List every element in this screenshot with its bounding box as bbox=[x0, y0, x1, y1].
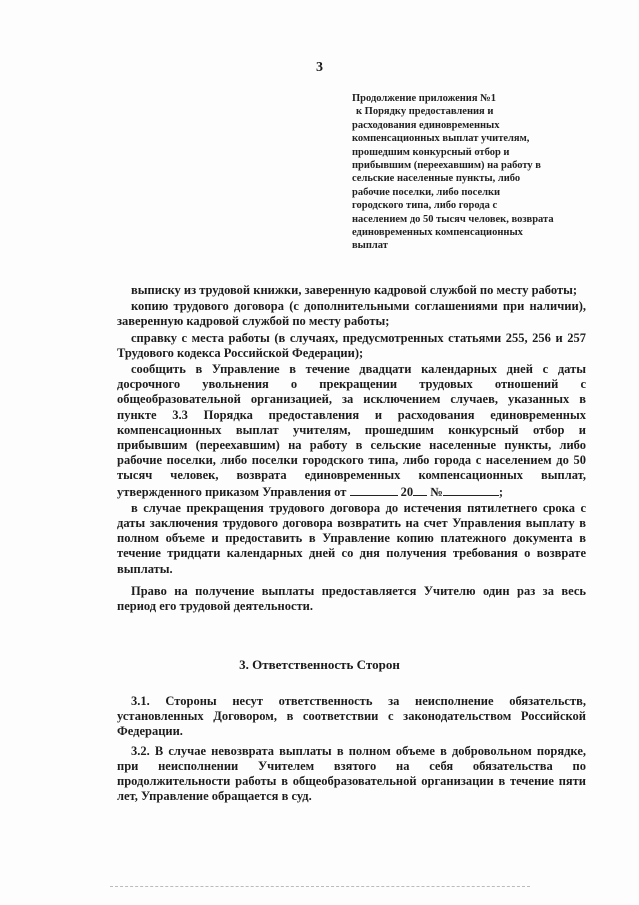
appendix-line: к Порядку предоставления и bbox=[356, 106, 494, 118]
item-3-2: 3.2. В случае невозврата выплаты в полном объеме в добровольном порядке, при неисполнении Учителем взятого на себя обязательства по продолжительности работы в общеобразовательной организации в течение пяти лет, Управление обращается в суд. bbox=[117, 743, 586, 804]
number-sign: № bbox=[430, 484, 443, 499]
appendix-line: Продолжение приложения №1 bbox=[352, 93, 496, 104]
appendix-line: рабочие поселки, либо поселки bbox=[352, 186, 501, 198]
appendix-header bbox=[352, 92, 602, 253]
section-title: 3. Ответственность Сторон bbox=[239, 657, 400, 672]
appendix-line: расходования единовременных bbox=[352, 119, 500, 131]
paragraph-work-certificate: справку с места работы (в случаях, предусмотренных статьями 255, 256 и 257 Трудового кодекса Российской Федерации); bbox=[117, 330, 586, 360]
paragraph-contract-copy: копию трудового договора (с дополнительными соглашениями при наличии), заверенную кадровой службой по месту работы; bbox=[117, 299, 586, 329]
semicolon: ; bbox=[498, 484, 504, 499]
appendix-line: выплат bbox=[352, 240, 388, 252]
paragraph-right-once: Право на получение выплаты предоставляется Учителю один раз за весь период его трудовой деятельности. bbox=[117, 583, 586, 614]
scan-edge-line bbox=[110, 886, 530, 888]
notify-text: сообщить в Управление в течение двадцати календарных дней с даты досрочного увольнения о прекращении трудовых отношений с общеобразовательной организацией, за исключением случаев, указанных в пункте 3.3 Порядка предоставления и расходования единовременных компенсационных выплат учителям, прошедшим конкурсный отбор и прибывшим (переехавшим) на работу в сельские населенные пункты, либо рабочие поселки, либо поселки городского типа, либо города с населением до 50 тысяч человек, возврата единовременных компенсационных выплат, утвержденного приказом Управления от bbox=[117, 362, 586, 499]
year-prefix: 20 bbox=[400, 484, 414, 499]
paragraph-labor-book: выписку из трудовой книжки, заверенную кадровой службой по месту работы; bbox=[131, 283, 578, 297]
appendix-line: компенсационных выплат учителям, bbox=[352, 133, 530, 145]
appendix-line: прошедшим конкурсный отбор и bbox=[352, 146, 510, 158]
appendix-line: сельские населенные пункты, либо bbox=[352, 173, 521, 185]
body-upper bbox=[117, 283, 586, 614]
item-3-1: 3.1. Стороны несут ответственность за неисполнение обязательств, установленных Договором, в соответствии с законодательством Российской Федерации. bbox=[117, 694, 586, 739]
appendix-line: городского типа, либо города с bbox=[352, 200, 498, 212]
appendix-line: населением до 50 тысяч человек, возврата bbox=[352, 213, 554, 225]
date-blank bbox=[350, 484, 398, 496]
body-section3 bbox=[117, 694, 586, 804]
year-blank bbox=[413, 484, 427, 496]
appendix-line: прибывшим (переехавшим) на работу в bbox=[352, 160, 541, 172]
paragraph-notify-management bbox=[117, 362, 586, 500]
number-blank bbox=[443, 484, 499, 496]
paragraph-refund: в случае прекращения трудового договора до истечения пятилетнего срока с даты заключения трудового договора возвратить на счет Управления выплату в полном объеме и предоставить в Управление копию платежного документа в течение тридцати календарных дней со дня получения требования о возврате выплаты. bbox=[117, 500, 586, 576]
appendix-line: единовременных компенсационных bbox=[352, 227, 523, 239]
page-number: 3 bbox=[316, 60, 323, 75]
